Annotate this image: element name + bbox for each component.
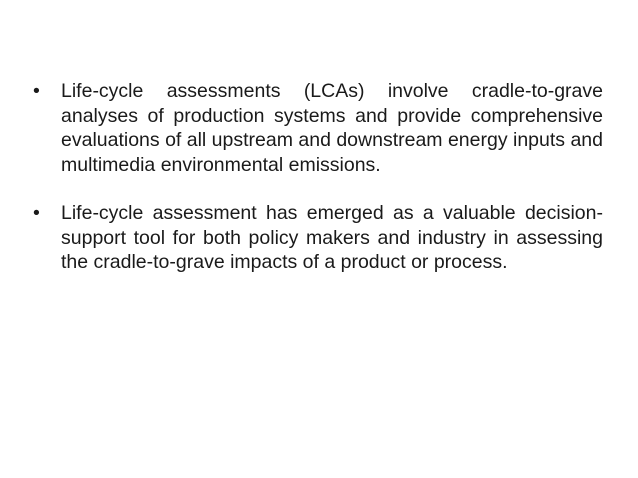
bullet-text: Life-cycle assessments (LCAs) involve cradle-to-grave analyses of production systems and provide comprehensive evaluations of all upstream and downstream energy inputs and multimedia environmental emissions. (61, 80, 603, 176)
bullet-item-lca-definition (33, 79, 603, 177)
bullet-marker: • (33, 202, 40, 224)
bullet-text: Life-cycle assessment has emerged as a valuable decision-support tool for both policy makers and industry in assessing the cradle-to-grave impacts of a product or process. (61, 202, 603, 273)
bullet-list (33, 79, 603, 299)
bullet-marker: • (33, 80, 40, 102)
bullet-item-lca-decision-tool (33, 201, 603, 275)
